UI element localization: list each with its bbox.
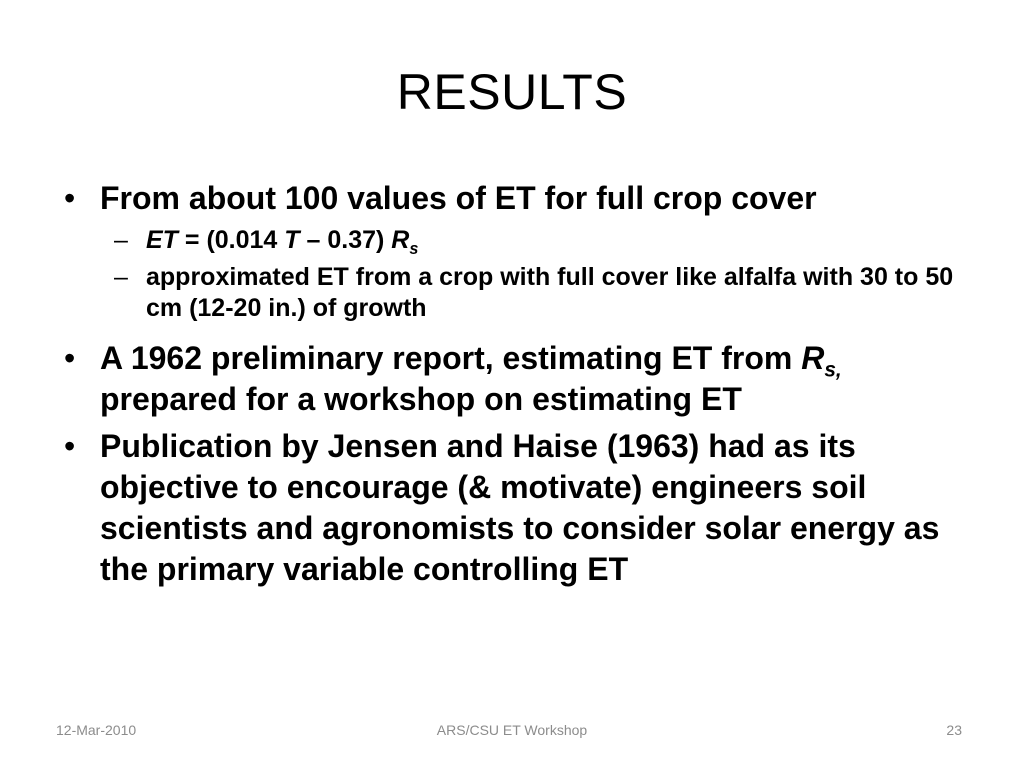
- dash-marker: –: [114, 263, 128, 291]
- bullet-item: [60, 178, 960, 219]
- footer-title: ARS/CSU ET Workshop: [436, 722, 588, 738]
- equation-et: ET: [146, 226, 178, 254]
- page-number: 23: [946, 722, 962, 738]
- bullet-marker: •: [64, 340, 76, 376]
- equation-r: R: [391, 226, 410, 254]
- bullet-item: [60, 426, 960, 590]
- rs-r: R: [801, 340, 825, 376]
- bullet-text: [100, 340, 842, 417]
- sub-bullet-item: [60, 262, 960, 324]
- equation-t: T: [284, 226, 300, 254]
- rs-s: s,: [824, 358, 842, 382]
- bullet-marker: •: [64, 180, 76, 216]
- bullet-text-part: A 1962 preliminary report, estimating ET from: [100, 340, 802, 376]
- bullet-text: Publication by Jensen and Haise (1963) had as its objective to encourage (& motivate) engineers soil scientists and agronomists to consider solar energy as the primary variable controlling ET: [100, 428, 940, 587]
- equation-s: s: [409, 240, 419, 258]
- bullet-marker: •: [64, 428, 76, 464]
- dash-marker: –: [114, 226, 128, 254]
- equation-eq: = (0.014: [177, 226, 285, 254]
- slide-title: RESULTS: [396, 64, 628, 120]
- footer-date: 12-Mar-2010: [56, 722, 137, 738]
- equation-rest: – 0.37): [299, 226, 392, 254]
- bullet-text: From about 100 values of ET for full crop cover: [100, 180, 817, 216]
- equation: [146, 226, 419, 258]
- bullet-item: [60, 338, 960, 420]
- sub-bullet-text: approximated ET from a crop with full cover like alfalfa with 30 to 50 cm (12-20 in.) of growth: [146, 263, 954, 322]
- bullet-text-part: prepared for a workshop on estimating ET: [100, 381, 742, 417]
- slide-body: [60, 178, 960, 596]
- sub-bullet-item: [60, 225, 960, 256]
